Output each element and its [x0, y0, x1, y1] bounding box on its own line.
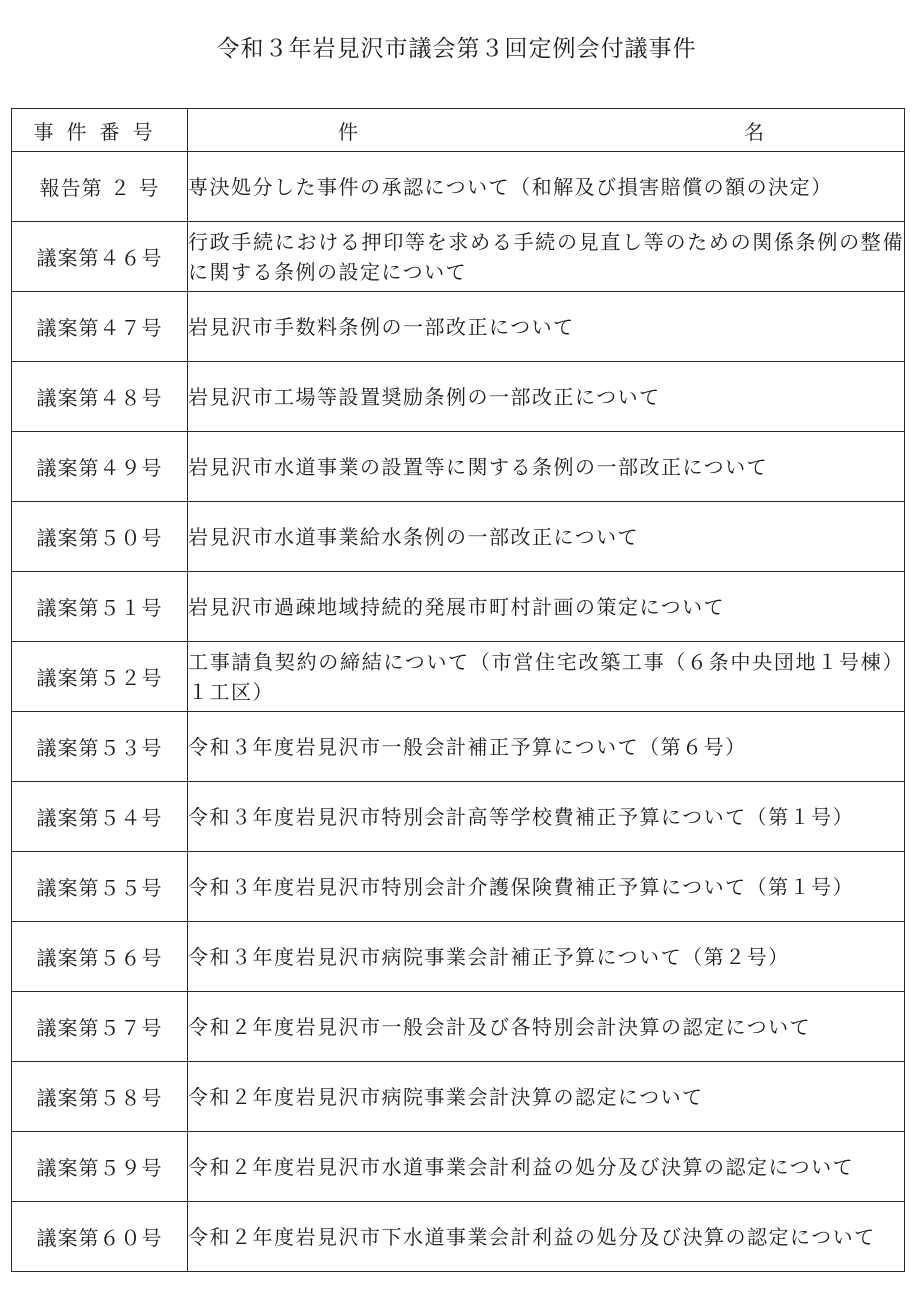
case-number: 議案第６０号: [12, 1202, 188, 1272]
agenda-table: [11, 108, 905, 1272]
case-name: 令和３年度岩見沢市一般会計補正予算について（第６号）: [188, 712, 905, 782]
case-name: 令和２年度岩見沢市病院事業会計決算の認定について: [188, 1062, 905, 1132]
table-row: [12, 782, 905, 852]
case-name: 工事請負契約の締結について（市営住宅改築工事（６条中央団地１号棟）１工区）: [188, 642, 905, 712]
case-number: 議案第５８号: [12, 1062, 188, 1132]
table-row: [12, 502, 905, 572]
case-number: 議案第４８号: [12, 362, 188, 432]
table-row: [12, 712, 905, 782]
header-case-number: 事件番号: [12, 109, 188, 152]
case-number: 議案第４９号: [12, 432, 188, 502]
case-name: 岩見沢市水道事業の設置等に関する条例の一部改正について: [188, 432, 905, 502]
case-name: 令和２年度岩見沢市下水道事業会計利益の処分及び決算の認定について: [188, 1202, 905, 1272]
case-number: 議案第５５号: [12, 852, 188, 922]
table-row: [12, 432, 905, 502]
case-number: 議案第５３号: [12, 712, 188, 782]
table-row: [12, 1202, 905, 1272]
header-case-name: [188, 109, 905, 152]
case-name: 岩見沢市水道事業給水条例の一部改正について: [188, 502, 905, 572]
case-number: 議案第５９号: [12, 1132, 188, 1202]
case-name: 令和３年度岩見沢市特別会計介護保険費補正予算について（第１号）: [188, 852, 905, 922]
page-title: 令和３年岩見沢市議会第３回定例会付議事件: [216, 36, 697, 62]
table-row: [12, 852, 905, 922]
case-name: 令和２年度岩見沢市水道事業会計利益の処分及び決算の認定について: [188, 1132, 905, 1202]
case-name: 岩見沢市手数料条例の一部改正について: [188, 292, 905, 362]
case-name: 岩見沢市過疎地域持続的発展市町村計画の策定について: [188, 572, 905, 642]
case-name: 令和２年度岩見沢市一般会計及び各特別会計決算の認定について: [188, 992, 905, 1062]
table-row: [12, 922, 905, 992]
case-number: 議案第５７号: [12, 992, 188, 1062]
case-number: 議案第４７号: [12, 292, 188, 362]
table-row: [12, 292, 905, 362]
table-body: [12, 152, 905, 1272]
case-number: 報告第 ２ 号: [12, 152, 188, 222]
case-number: 議案第５０号: [12, 502, 188, 572]
case-number: 議案第４６号: [12, 222, 188, 292]
case-name: 専決処分した事件の承認について（和解及び損害賠償の額の決定）: [188, 152, 905, 222]
case-number: 議案第５４号: [12, 782, 188, 852]
case-number: 議案第５６号: [12, 922, 188, 992]
table-row: [12, 222, 905, 292]
table-row: [12, 362, 905, 432]
table-row: [12, 572, 905, 642]
table-row: [12, 1062, 905, 1132]
table-row: [12, 642, 905, 712]
case-name: 令和３年度岩見沢市特別会計高等学校費補正予算について（第１号）: [188, 782, 905, 852]
case-number: 議案第５１号: [12, 572, 188, 642]
case-name: 令和３年度岩見沢市病院事業会計補正予算について（第２号）: [188, 922, 905, 992]
case-number: 議案第５２号: [12, 642, 188, 712]
table-row: [12, 152, 905, 222]
table-header: [12, 109, 905, 152]
case-name: 行政手続における押印等を求める手続の見直し等のための関係条例の整備に関する条例の設定について: [188, 222, 905, 292]
header-case-name-left: 件: [338, 119, 358, 144]
header-row: [12, 109, 905, 152]
case-name: 岩見沢市工場等設置奨励条例の一部改正について: [188, 362, 905, 432]
table-row: [12, 992, 905, 1062]
header-case-name-right: 名: [744, 119, 764, 144]
table-row: [12, 1132, 905, 1202]
